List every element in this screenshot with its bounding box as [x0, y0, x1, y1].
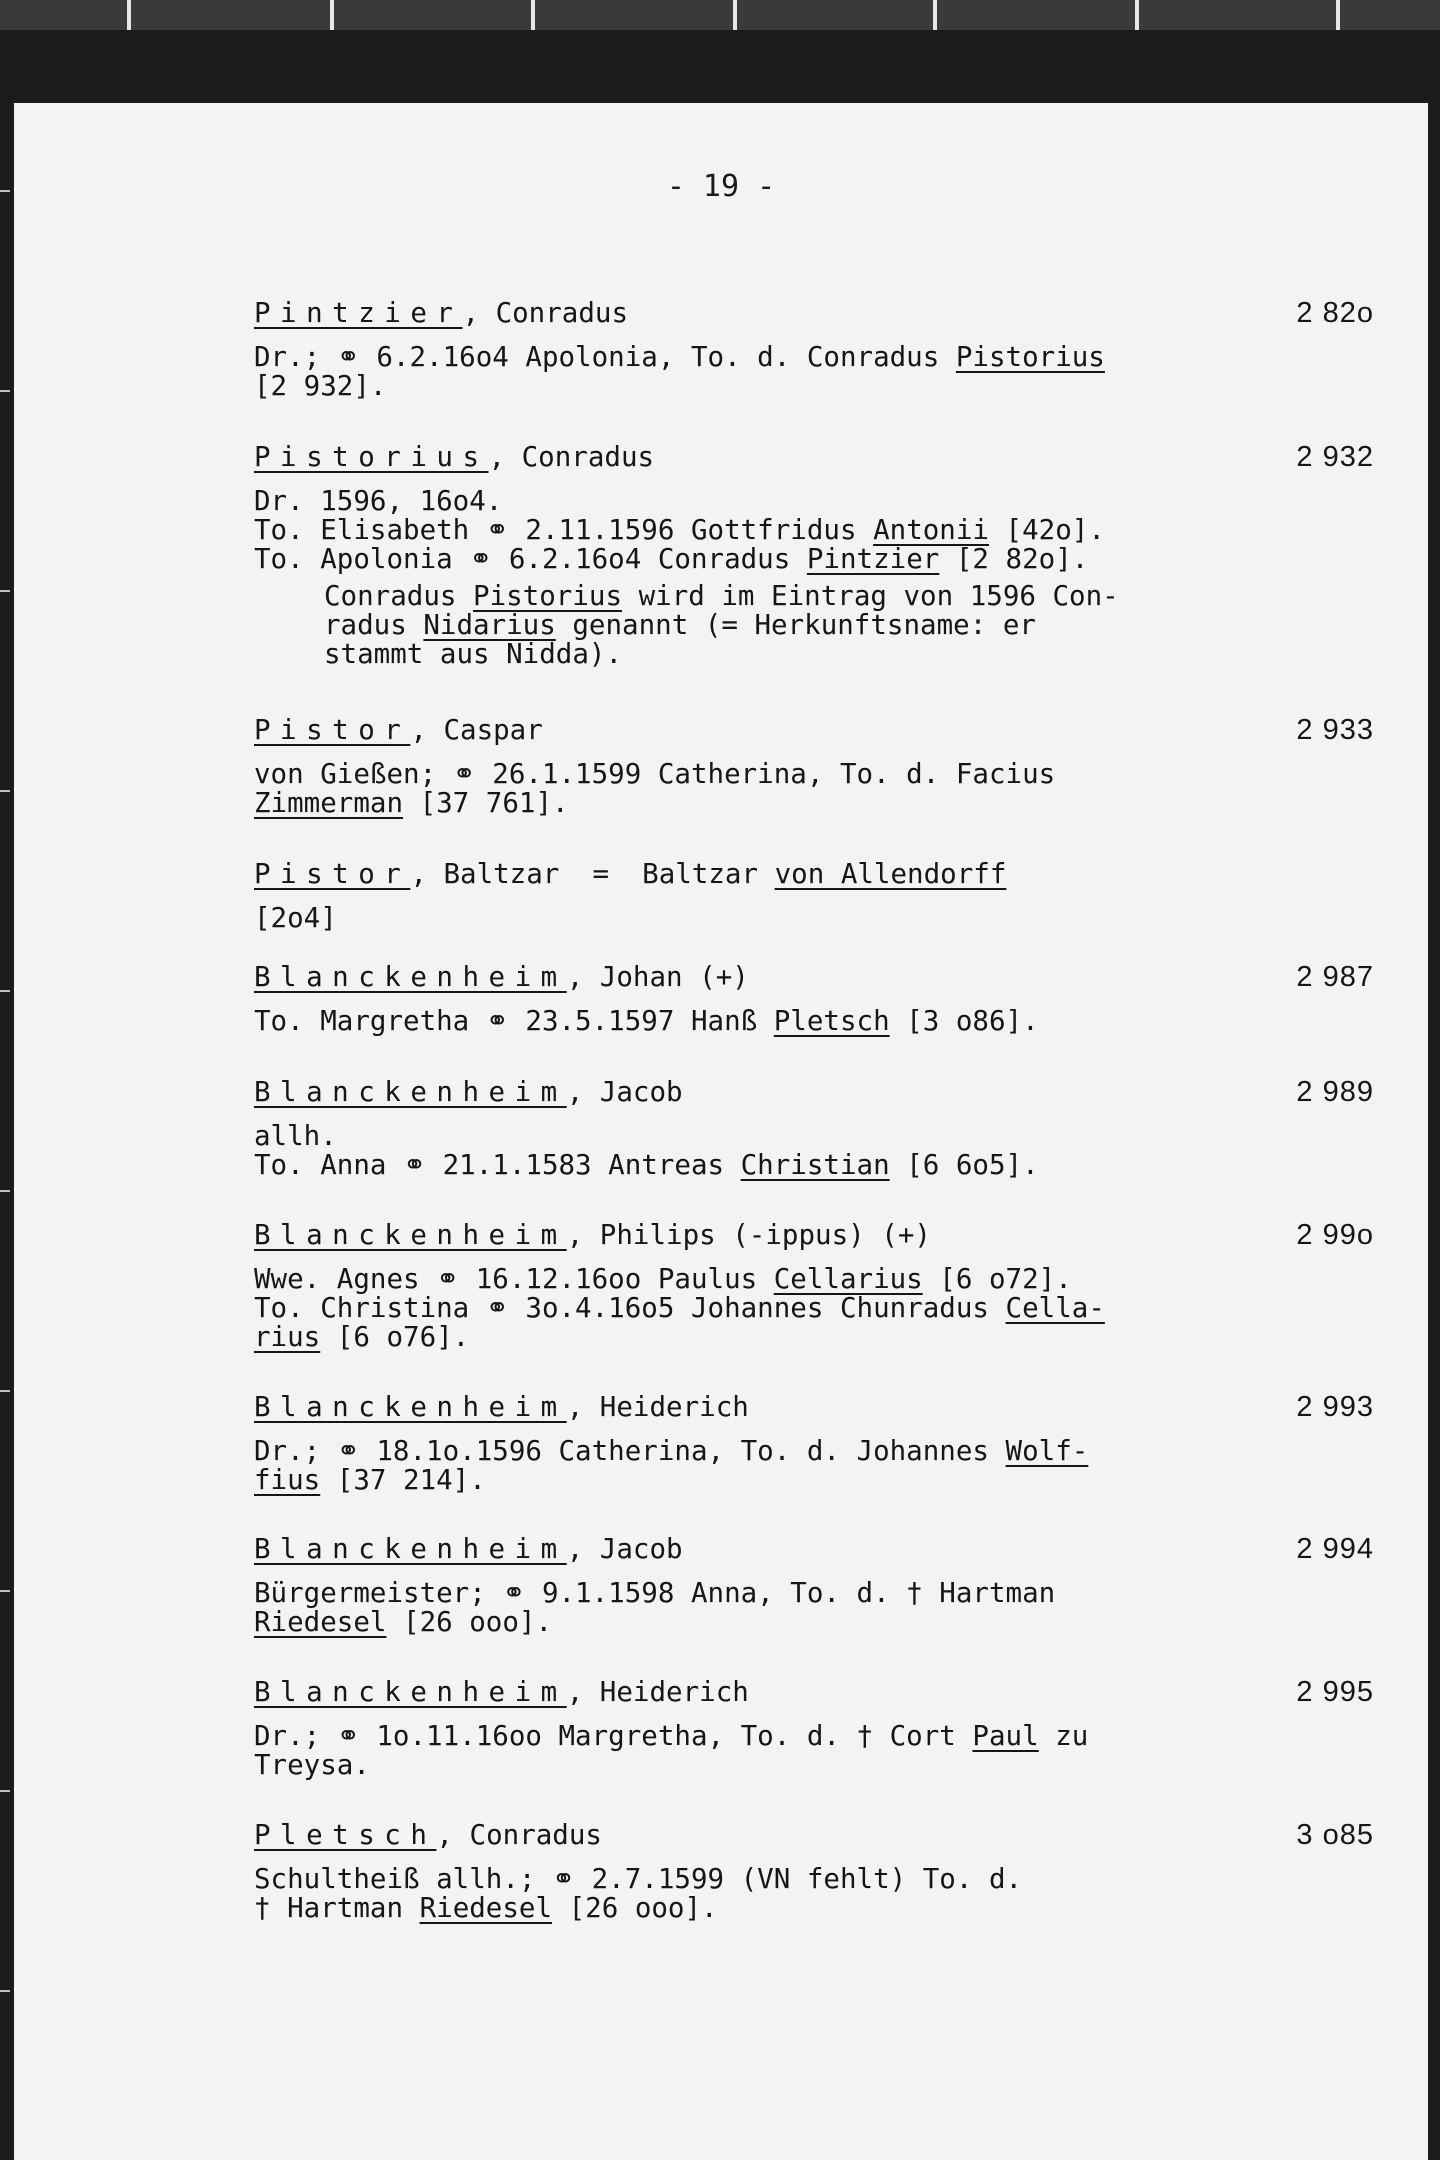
entry-heading: [254, 1821, 1374, 1855]
cross-reference: von Allendorff: [774, 858, 1007, 890]
entry-number: 2 993: [1296, 1391, 1374, 1423]
entry-surname: Pintzier: [254, 297, 463, 329]
register-entry: [254, 963, 1374, 1036]
entry-given-name: , Heiderich: [566, 1676, 749, 1708]
entry-surname: Pistor: [254, 714, 411, 746]
line-text: von Gießen; ⚭ 26.1.1599 Catherina, To. d. Facius: [254, 758, 1056, 790]
entry-given-name: , Conradus: [436, 1819, 602, 1851]
entry-line: [254, 545, 1374, 574]
ruler-tick: [0, 990, 10, 992]
entry-line: [254, 1751, 1374, 1780]
entry-given-name: , Baltzar = Baltzar: [410, 858, 775, 890]
entry-line: [254, 1437, 1374, 1466]
entry-line: [254, 343, 1374, 372]
entry-given-name: , Caspar: [410, 714, 543, 746]
ruler-tick: [0, 190, 10, 192]
entry-heading: [254, 716, 1374, 750]
line-text: [26 ooo].: [386, 1606, 553, 1638]
entry-line: [254, 516, 1374, 545]
entry-heading: [254, 1535, 1374, 1569]
note-line: [324, 640, 1374, 669]
line-text: Dr. 1596, 16o4.: [254, 485, 503, 517]
line-text: wird im Eintrag von 1596 Con-: [622, 580, 1119, 612]
entry-surname: Pletsch: [254, 1819, 437, 1851]
line-text: Dr.; ⚭ 1o.11.16oo Margretha, To. d. † Cort: [254, 1720, 973, 1752]
cross-reference: Antonii: [873, 514, 989, 546]
cross-reference: Paul: [972, 1720, 1039, 1752]
register-entry: [254, 1221, 1374, 1352]
line-text: allh.: [254, 1120, 337, 1152]
cross-reference: Pistorius: [473, 580, 623, 612]
line-text: [6 o76].: [320, 1321, 470, 1353]
entry-line: [254, 487, 1374, 516]
cross-reference: Riedesel: [419, 1892, 553, 1924]
entry-number: 2 932: [1296, 441, 1374, 473]
line-text: Bürgermeister; ⚭ 9.1.1598 Anna, To. d. † Hartman: [254, 1577, 1056, 1609]
cross-reference: Pintzier: [806, 543, 940, 575]
entry-given-name: , Conradus: [488, 441, 655, 473]
line-text: Wwe. Agnes ⚭ 16.12.16oo Paulus: [254, 1263, 774, 1295]
strip-tick: [1135, 0, 1139, 30]
line-text: genannt (= Herkunftsname: er: [555, 609, 1036, 641]
register-entry: [254, 1678, 1374, 1780]
entry-surname: Blanckenheim: [254, 1076, 567, 1108]
register-entry: [254, 716, 1374, 818]
entry-line: [254, 1122, 1374, 1151]
line-text: [3 o86].: [889, 1005, 1039, 1037]
ruler-tick: [0, 1990, 10, 1992]
line-text: [6 o72].: [922, 1263, 1072, 1295]
entry-surname: Pistor: [254, 858, 411, 890]
entry-given-name: , Johan (+): [566, 961, 749, 993]
entry-line: [254, 1007, 1374, 1036]
entry-number: 2 995: [1296, 1676, 1374, 1708]
cross-reference: Zimmerman: [254, 787, 404, 819]
entry-line: [254, 1608, 1374, 1637]
entry-line: [254, 1894, 1374, 1923]
binder-strip: [0, 0, 1440, 30]
line-text: Schultheiß allh.; ⚭ 2.7.1599 (VN fehlt) To. d.: [254, 1863, 1023, 1895]
ruler-tick: [0, 1790, 10, 1792]
entry-heading: [254, 443, 1374, 477]
ruler-tick: [0, 1390, 10, 1392]
line-text: Conradus: [324, 580, 474, 612]
entry-given-name: , Conradus: [462, 297, 629, 329]
cross-reference: Cella-: [1005, 1292, 1105, 1324]
entry-heading: [254, 1393, 1374, 1427]
ruler-tick: [0, 1590, 10, 1592]
note-line: [324, 611, 1374, 640]
entry-surname: Blanckenheim: [254, 961, 567, 993]
entry-line: [254, 1265, 1374, 1294]
cross-reference: Riedesel: [254, 1606, 387, 1638]
register-entry: [254, 299, 1374, 401]
strip-tick: [330, 0, 334, 30]
strip-tick: [733, 0, 737, 30]
entry-surname: Blanckenheim: [254, 1391, 567, 1423]
entry-line: [254, 789, 1374, 818]
line-text: [37 214].: [320, 1464, 486, 1496]
entry-line: [254, 1865, 1374, 1894]
cross-reference: Christian: [740, 1149, 890, 1181]
cross-reference: Pistorius: [955, 341, 1105, 373]
entry-number: 2 933: [1296, 714, 1374, 746]
line-text: [37 761].: [403, 787, 569, 819]
entry-line: [254, 1294, 1374, 1323]
ruler-tick: [0, 790, 10, 792]
line-text: Treysa.: [254, 1749, 370, 1781]
entry-line: [254, 1722, 1374, 1751]
entry-heading: [254, 1678, 1374, 1712]
note-line: [324, 582, 1374, 611]
entry-heading: [254, 299, 1374, 333]
ruler-tick: [0, 390, 10, 392]
entry-surname: Blanckenheim: [254, 1219, 567, 1251]
line-text: [2 82o].: [939, 543, 1089, 575]
strip-tick: [933, 0, 937, 30]
line-text: [26 ooo].: [552, 1892, 718, 1924]
line-text: [2o4]: [254, 902, 337, 934]
cross-reference: fius: [254, 1464, 321, 1496]
entry-heading: [254, 963, 1374, 997]
entry-number: 3 o85: [1296, 1819, 1374, 1851]
register-entry: [254, 860, 1374, 933]
register-entry: [254, 1078, 1374, 1180]
entry-note: [254, 582, 1374, 669]
strip-tick: [127, 0, 131, 30]
register-entry: [254, 443, 1374, 669]
ruler-tick: [0, 590, 10, 592]
cross-reference: Pletsch: [773, 1005, 890, 1037]
cross-reference: rius: [254, 1321, 321, 1353]
line-text: zu: [1038, 1720, 1089, 1752]
register-entry: [254, 1821, 1374, 1923]
line-text: Dr.; ⚭ 6.2.16o4 Apolonia, To. d. Conradus: [254, 341, 956, 373]
entry-surname: Pistorius: [254, 441, 489, 473]
cross-reference: Wolf-: [1005, 1435, 1089, 1467]
line-text: stammt aus Nidda).: [324, 638, 623, 670]
document-page: [14, 103, 1428, 2160]
line-text: To. Anna ⚭ 21.1.1583 Antreas: [254, 1149, 741, 1181]
line-text: [6 6o5].: [889, 1149, 1039, 1181]
entry-given-name: , Heiderich: [566, 1391, 749, 1423]
entry-heading: [254, 1078, 1374, 1112]
register-entry: [254, 1393, 1374, 1495]
entry-number: 2 994: [1296, 1533, 1374, 1565]
entry-heading: [254, 1221, 1374, 1255]
line-text: To. Christina ⚭ 3o.4.16o5 Johannes Chunradus: [254, 1292, 1006, 1324]
cross-reference: Cellarius: [773, 1263, 923, 1295]
strip-tick: [531, 0, 535, 30]
page-number: - 19 -: [666, 169, 776, 204]
entry-line: [254, 1323, 1374, 1352]
line-text: radus: [324, 609, 424, 641]
line-text: To. Margretha ⚭ 23.5.1597 Hanß: [254, 1005, 774, 1037]
strip-tick: [1336, 0, 1340, 30]
entry-given-name: , Philips (-ippus) (+): [566, 1219, 931, 1251]
line-text: † Hartman: [254, 1892, 420, 1924]
cross-reference: Nidarius: [423, 609, 556, 641]
entry-given-name: , Jacob: [566, 1076, 683, 1108]
register-entry: [254, 1535, 1374, 1637]
entry-heading: [254, 860, 1374, 894]
entry-line: [254, 904, 1374, 933]
entry-line: [254, 760, 1374, 789]
line-text: [42o].: [988, 514, 1105, 546]
line-text: To. Elisabeth ⚭ 2.11.1596 Gottfridus: [254, 514, 874, 546]
line-text: To. Apolonia ⚭ 6.2.16o4 Conradus: [254, 543, 807, 575]
entry-surname: Blanckenheim: [254, 1676, 567, 1708]
entry-number: 2 99o: [1296, 1219, 1374, 1251]
entry-number: 2 82o: [1296, 297, 1374, 329]
line-text: [2 932].: [254, 370, 387, 402]
ruler-tick: [0, 1190, 10, 1192]
entry-line: [254, 372, 1374, 401]
line-text: Dr.; ⚭ 18.1o.1596 Catherina, To. d. Johannes: [254, 1435, 1006, 1467]
entry-line: [254, 1579, 1374, 1608]
entry-line: [254, 1466, 1374, 1495]
entry-number: 2 987: [1296, 961, 1374, 993]
entry-number: 2 989: [1296, 1076, 1374, 1108]
entry-surname: Blanckenheim: [254, 1533, 567, 1565]
entry-given-name: , Jacob: [566, 1533, 683, 1565]
entry-line: [254, 1151, 1374, 1180]
